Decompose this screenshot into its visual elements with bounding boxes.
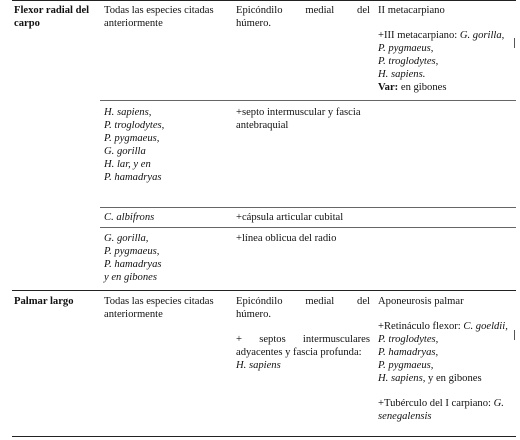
subrow-divider [100, 227, 516, 228]
origin-cell: +línea oblicua del radio [236, 233, 337, 244]
origin-cell: Epicóndilo medial del húmero. + septos intermusculares adyacentes y fascia profunda: H. sapiens [236, 296, 370, 371]
table-bottom-rule [12, 436, 516, 437]
species-cell: C. albifrons [104, 212, 155, 223]
origin-cell: +septo intermuscular y fascia antebraquial [236, 107, 361, 131]
edge-mark [514, 38, 515, 48]
muscle-name: Palmar largo [14, 296, 74, 307]
table-top-rule [12, 0, 516, 1]
edge-mark [514, 330, 515, 340]
insertion-extra: +Retináculo flexor: C. goeldii, [378, 321, 508, 332]
row-divider [12, 290, 516, 291]
insertion-last: H. sapiens, y en gibones [378, 373, 482, 384]
muscle-name: Flexor radial del carpo [14, 5, 90, 29]
species-cell: Todas las especies citadas anteriormente [104, 296, 214, 320]
species-cell: G. gorilla, P. pygmaeus, P. hamadryas y en gibones [104, 233, 162, 283]
insertion-extra: +III metacarpiano: G. gorilla, [378, 30, 505, 41]
subrow-divider [100, 207, 516, 208]
insertion-extra-2: +Tubérculo del I carpiano: G. [378, 398, 504, 409]
species-cell: Todas las especies citadas anteriormente [104, 5, 214, 29]
origin-cell: Epicóndilo medial del húmero. [236, 5, 370, 29]
species-cell: H. sapiens, P. troglodytes, P. pygmaeus, G. gorilla H. lar, y en P. hamadryas [104, 107, 165, 183]
insertion-cell: II metacarpiano +III metacarpiano: G. gorilla, P. pygmaeus, P. troglodytes, H. sapiens. Var: en gibones [378, 4, 514, 94]
variant-note: Var: en gibones [378, 82, 447, 93]
subrow-divider [100, 100, 516, 101]
insertion-cell: Aponeurosis palmar +Retináculo flexor: C. goeldii, P. troglodytes, P. hamadryas, P. pygmaeus, H. sapiens, y en gibones +Tubérculo del I carpiano: G. senegalensis [378, 295, 514, 423]
origin-cell: +cápsula articular cubital [236, 212, 344, 223]
